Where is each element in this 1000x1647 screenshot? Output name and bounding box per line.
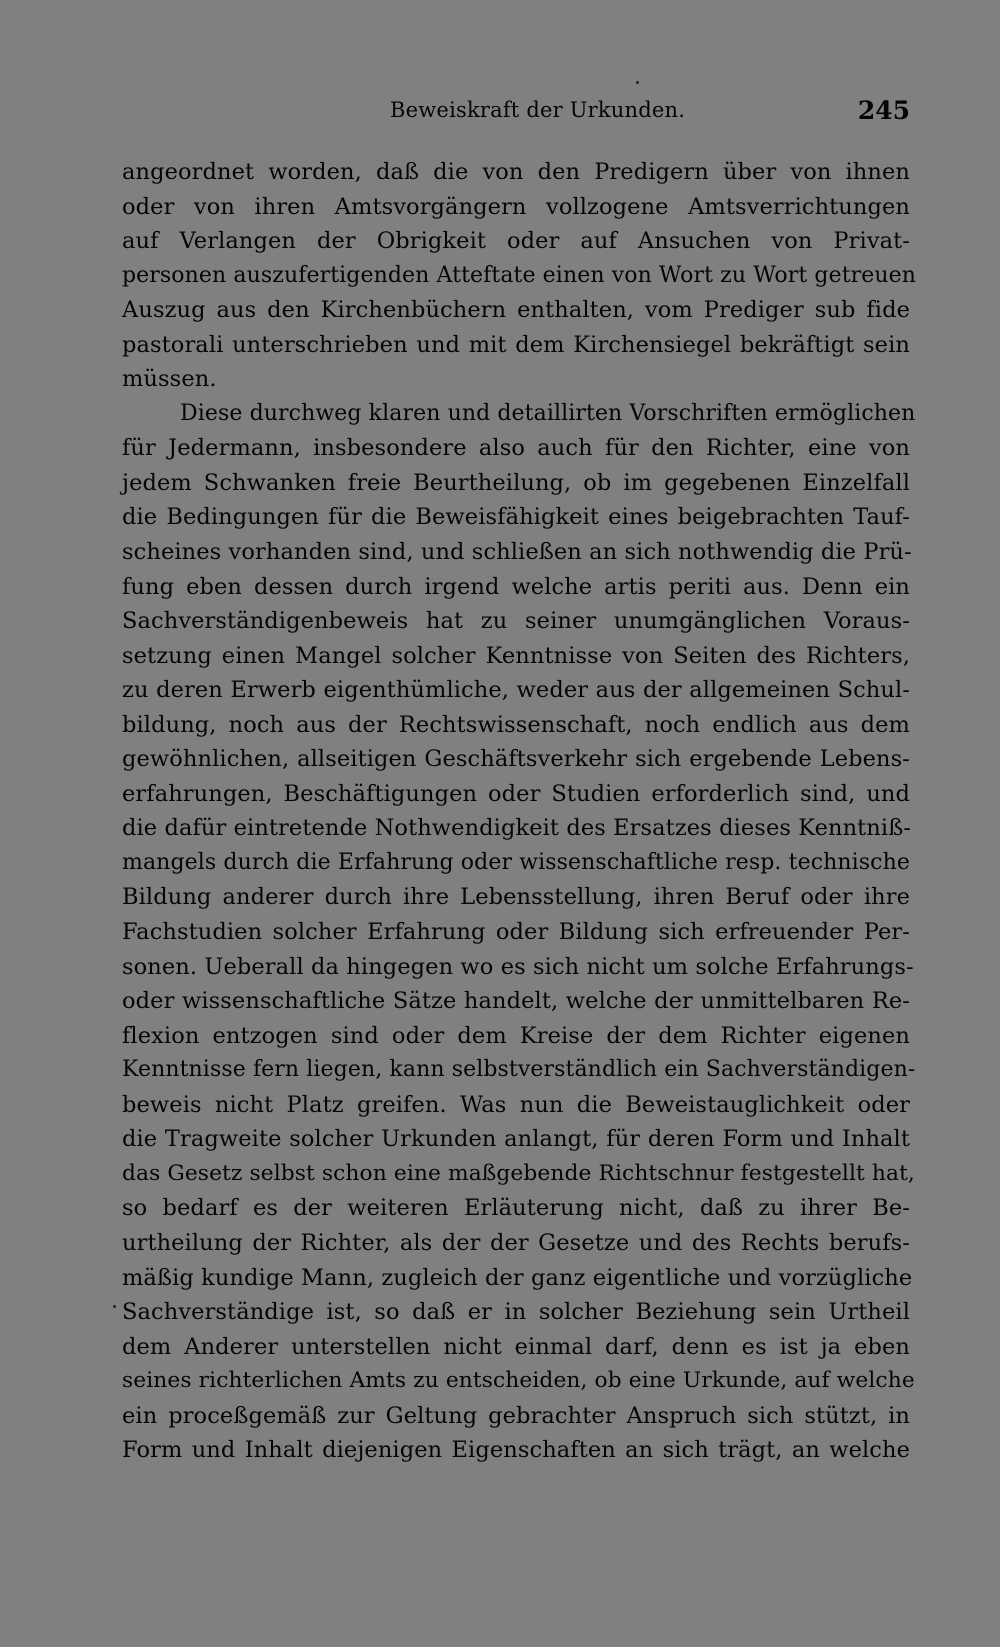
text-line: Sachverständigenbeweis hat zu seiner unumgänglichen Voraus- — [122, 608, 910, 635]
body-text — [122, 155, 917, 1468]
running-title: Beweiskraft der Urkunden. — [390, 98, 686, 122]
text-line: Form und Inhalt diejenigen Eigenschaften an sich trägt, an welche — [122, 1437, 910, 1464]
text-line: urtheilung der Richter, als der der Gesetze und des Rechts berufs- — [122, 1229, 910, 1256]
text-line: jedem Schwanken freie Beurtheilung, ob im gegebenen Einzelfall — [122, 469, 910, 496]
text-line: die Tragweite solcher Urkunden anlangt, für deren Form und Inhalt — [122, 1126, 910, 1153]
page-header — [122, 96, 910, 136]
text-line: seines richterlichen Amts zu entscheiden, ob eine Urkunde, auf welche — [122, 1368, 915, 1394]
text-line: das Gesetz selbst schon eine maßgebende Richtschnur festgestellt hat, — [122, 1160, 915, 1186]
text-line: sonen. Ueberall da hingegen wo es sich nicht um solche Erfahrungs- — [122, 953, 914, 980]
print-speck — [113, 1305, 116, 1308]
text-line: Fachstudien solcher Erfahrung oder Bildung sich erfreuender Per- — [122, 919, 910, 946]
text-line: pastorali unterschrieben und mit dem Kirchensiegel bekräftigt sein — [122, 331, 910, 358]
text-line: bildung, noch aus der Rechtswissenschaft, noch endlich aus dem — [122, 711, 910, 738]
text-line: für Jedermann, insbesondere also auch für den Richter, eine von — [122, 435, 910, 462]
text-line: zu deren Erwerb eigenthümliche, weder aus der allgemeinen Schul- — [122, 677, 910, 704]
print-speck — [636, 81, 639, 84]
text-line: Bildung anderer durch ihre Lebensstellung, ihren Beruf oder ihre — [122, 884, 910, 911]
text-line: personen auszufertigenden Atteftate einen von Wort zu Wort getreuen — [122, 262, 917, 288]
text-line: Kenntnisse fern liegen, kann selbstverständlich ein Sachverständigen- — [122, 1057, 916, 1083]
text-line: Diese durchweg klaren und detaillirten Vorschriften ermöglichen — [180, 400, 916, 426]
text-line: erfahrungen, Beschäftigungen oder Studien erforderlich sind, und — [122, 780, 910, 807]
text-line: müssen. — [122, 366, 217, 393]
text-line: angeordnet worden, daß die von den Predigern über von ihnen — [122, 159, 910, 185]
text-line: ein proceßgemäß zur Geltung gebrachter Anspruch sich stützt, in — [122, 1402, 910, 1429]
text-line: gewöhnlichen, allseitigen Geschäftsverkehr sich ergebende Lebens- — [122, 746, 910, 773]
text-line: so bedarf es der weiteren Erläuterung nicht, daß zu ihrer Be- — [122, 1195, 910, 1222]
text-line: auf Verlangen der Obrigkeit oder auf Ansuchen von Privat- — [122, 228, 910, 255]
text-line: Sachverständige ist, so daß er in solcher Beziehung sein Urtheil — [122, 1299, 910, 1326]
text-line: oder von ihren Amtsvorgängern vollzogene Amtsverrichtungen — [122, 193, 910, 220]
text-line: mangels durch die Erfahrung oder wissenschaftliche resp. technische — [122, 849, 910, 875]
text-line: die dafür eintretende Nothwendigkeit des Ersatzes dieses Kenntniß- — [122, 815, 912, 842]
text-line: beweis nicht Platz greifen. Was nun die Beweistauglichkeit oder — [122, 1091, 910, 1118]
text-line: setzung einen Mangel solcher Kenntnisse von Seiten des Richters, — [122, 642, 910, 669]
text-line: scheines vorhanden sind, und schließen an sich nothwendig die Prü- — [122, 539, 912, 566]
text-line: mäßig kundige Mann, zugleich der ganz eigentliche und vorzügliche — [122, 1264, 913, 1291]
text-line: dem Anderer unterstellen nicht einmal darf, denn es ist ja eben — [122, 1333, 910, 1360]
text-line: oder wissenschaftliche Sätze handelt, welche der unmittelbaren Re- — [122, 988, 910, 1015]
text-line: flexion entzogen sind oder dem Kreise der dem Richter eigenen — [122, 1022, 910, 1049]
text-line: Auszug aus den Kirchenbüchern enthalten, vom Prediger sub fide — [122, 297, 910, 324]
text-line: die Bedingungen für die Beweisfähigkeit eines beigebrachten Tauf- — [122, 504, 910, 531]
page-number: 245 — [857, 96, 910, 125]
text-line: fung eben dessen durch irgend welche artis periti aus. Denn ein — [122, 573, 910, 600]
